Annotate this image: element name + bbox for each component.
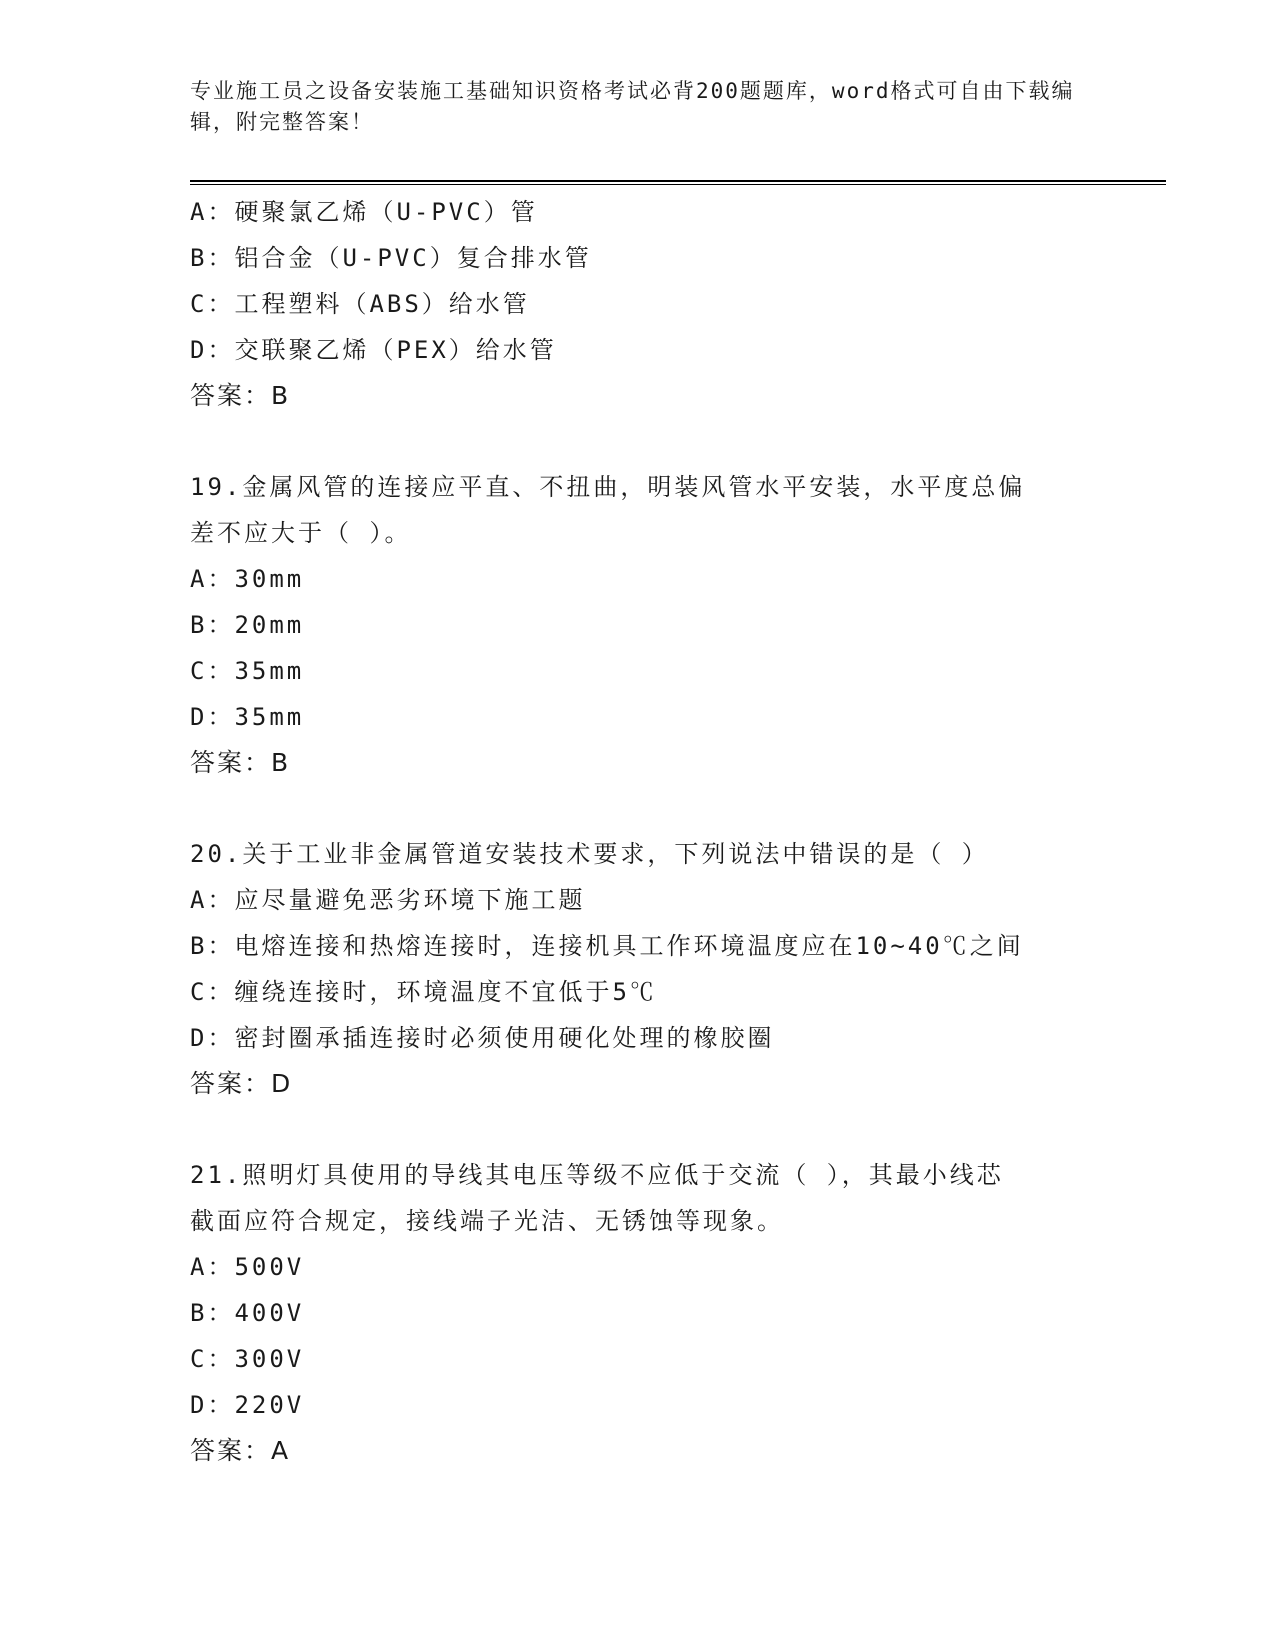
answer: 答案：D [190, 1069, 293, 1098]
option-a: A：硬聚氯乙烯（U-PVC）管 [190, 198, 538, 226]
option-c: C：缠绕连接时，环境温度不宜低于5℃ [190, 978, 657, 1006]
option-d: D：交联聚乙烯（PEX）给水管 [190, 336, 557, 364]
question-list [190, 189, 1130, 1474]
question-21 [190, 1152, 1130, 1474]
option-d: D：密封圈承插连接时必须使用硬化处理的橡胶圈 [190, 1024, 775, 1052]
option-b: B：20mm [190, 611, 305, 639]
option-c: C：35mm [190, 657, 305, 685]
header-rule-thick [190, 180, 1166, 182]
question-stem-line-1: 20.关于工业非金属管道安装技术要求，下列说法中错误的是（ ） [190, 840, 989, 868]
option-b: B：电熔连接和热熔连接时，连接机具工作环境温度应在10~40℃之间 [190, 932, 1024, 960]
option-b: B：铝合金（U-PVC）复合排水管 [190, 244, 592, 272]
option-d: D：35mm [190, 703, 305, 731]
option-c: C：工程塑料（ABS）给水管 [190, 290, 530, 318]
document-header: 专业施工员之设备安装施工基础知识资格考试必背200题题库，word格式可自由下载编辑，附完整答案！ [190, 79, 1075, 134]
question-stem-line-1: 21.照明灯具使用的导线其电压等级不应低于交流（ ），其最小线芯 [190, 1161, 1004, 1189]
option-c: C：300V [190, 1345, 305, 1373]
question-stem-line-2: 截面应符合规定，接线端子光洁、无锈蚀等现象。 [190, 1207, 784, 1235]
option-b: B：400V [190, 1299, 305, 1327]
answer: 答案：B [190, 748, 291, 777]
question-stem-line-2: 差不应大于（ ）。 [190, 519, 412, 547]
option-a: A：30mm [190, 565, 305, 593]
answer: 答案：B [190, 381, 291, 410]
question-19 [190, 464, 1130, 786]
question-20 [190, 831, 1130, 1107]
question-18 [190, 189, 1130, 419]
question-stem-line-1: 19.金属风管的连接应平直、不扭曲，明装风管水平安装，水平度总偏 [190, 473, 1026, 501]
answer: 答案：A [190, 1436, 291, 1465]
option-d: D：220V [190, 1391, 305, 1419]
option-a: A：应尽量避免恶劣环境下施工题 [190, 886, 586, 914]
header-rule-thin [190, 184, 1166, 185]
option-a: A：500V [190, 1253, 305, 1281]
